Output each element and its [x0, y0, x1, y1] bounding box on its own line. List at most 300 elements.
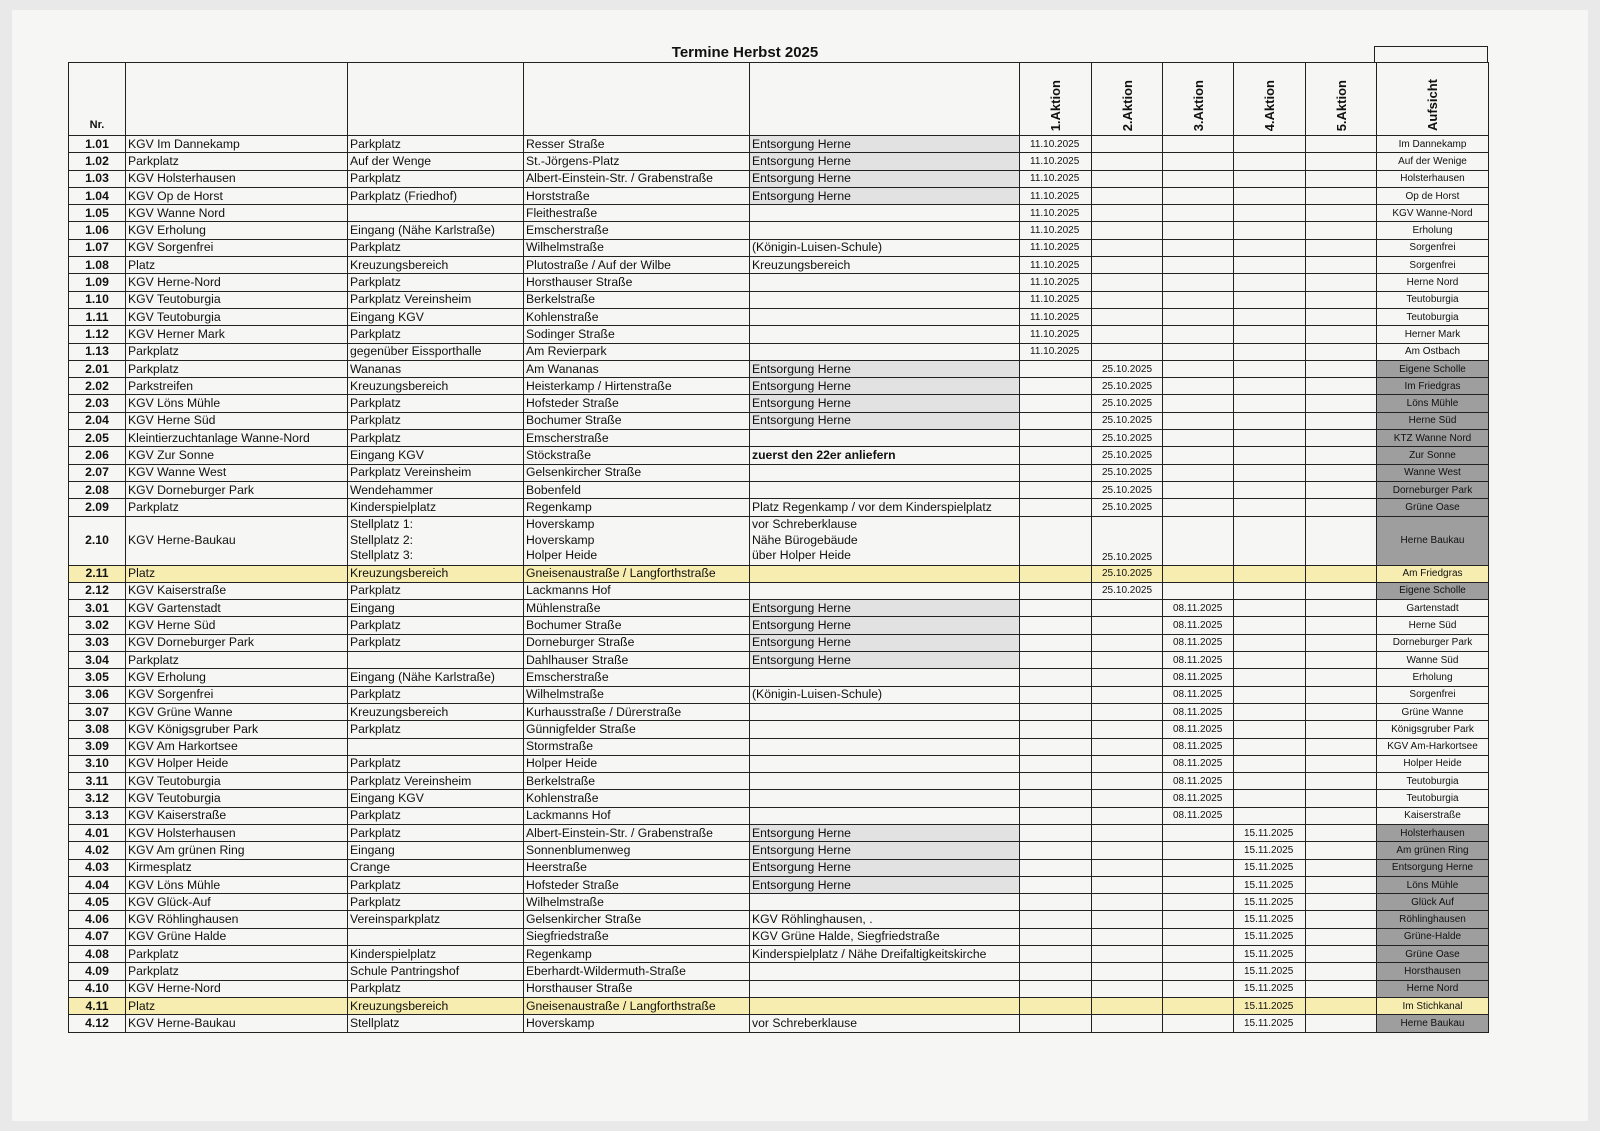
- cell-aktion-4: [1234, 790, 1306, 807]
- cell-strasse: Stöckstraße: [524, 447, 750, 464]
- cell-strasse: Siegfriedstraße: [524, 928, 750, 945]
- cell-hinweis: Entsorgung Herne: [750, 859, 1020, 876]
- cell-strasse: Plutostraße / Auf der Wilbe: [524, 257, 750, 274]
- cell-name: KGV Holsterhausen: [126, 824, 348, 841]
- cell-aktion-1: [1020, 634, 1092, 651]
- cell-ort: Stellplatz: [348, 1015, 524, 1032]
- cell-strasse: Albert-Einstein-Str. / Grabenstraße: [524, 170, 750, 187]
- cell-aktion-2: [1092, 928, 1163, 945]
- cell-strasse: Wilhelmstraße: [524, 686, 750, 703]
- cell-hinweis: Entsorgung Herne: [750, 412, 1020, 429]
- cell-nr: 3.08: [69, 721, 126, 738]
- cell-name: KGV Herne-Baukau: [126, 516, 348, 565]
- cell-nr: 1.06: [69, 222, 126, 239]
- cell-aktion-2: 25.10.2025: [1092, 378, 1163, 395]
- cell-aktion-2: [1092, 738, 1163, 755]
- cell-aktion-5: [1306, 170, 1377, 187]
- table-row: [69, 360, 1489, 377]
- cell-nr: 4.12: [69, 1015, 126, 1032]
- cell-aktion-5: [1306, 946, 1377, 963]
- cell-aktion-2: 25.10.2025: [1092, 395, 1163, 412]
- cell-aufsicht: Erholung: [1377, 222, 1489, 239]
- cell-aktion-5: [1306, 669, 1377, 686]
- cell-ort: Vereinsparkplatz: [348, 911, 524, 928]
- cell-aktion-1: [1020, 980, 1092, 997]
- cell-aktion-4: [1234, 274, 1306, 291]
- cell-strasse: Emscherstraße: [524, 669, 750, 686]
- cell-ort: Eingang (Nähe Karlstraße): [348, 222, 524, 239]
- cell-aktion-5: [1306, 773, 1377, 790]
- cell-aktion-1: [1020, 481, 1092, 498]
- cell-aktion-5: [1306, 499, 1377, 516]
- cell-ort: Eingang KGV: [348, 790, 524, 807]
- cell-ort: Kreuzungsbereich: [348, 257, 524, 274]
- cell-hinweis: [750, 669, 1020, 686]
- cell-aktion-2: [1092, 205, 1163, 222]
- cell-aktion-2: [1092, 859, 1163, 876]
- cell-hinweis: [750, 291, 1020, 308]
- cell-aktion-5: [1306, 911, 1377, 928]
- cell-aktion-3: [1163, 464, 1234, 481]
- cell-aktion-1: [1020, 738, 1092, 755]
- table-row: [69, 187, 1489, 204]
- table-row: [69, 911, 1489, 928]
- cell-aktion-3: [1163, 187, 1234, 204]
- cell-hinweis: Entsorgung Herne: [750, 360, 1020, 377]
- cell-ort: Parkplatz: [348, 980, 524, 997]
- cell-aktion-1: [1020, 963, 1092, 980]
- cell-aufsicht: Wanne West: [1377, 464, 1489, 481]
- cell-name: KGV Dorneburger Park: [126, 634, 348, 651]
- header-ort: [348, 63, 524, 136]
- table-row: [69, 600, 1489, 617]
- cell-aktion-3: [1163, 582, 1234, 599]
- cell-aktion-3: 08.11.2025: [1163, 755, 1234, 772]
- cell-hinweis-line: über Holper Heide: [752, 548, 851, 563]
- cell-aktion-4: 15.11.2025: [1234, 997, 1306, 1014]
- cell-name: Platz: [126, 565, 348, 582]
- cell-name: KGV Kaiserstraße: [126, 807, 348, 824]
- table-row: [69, 412, 1489, 429]
- cell-aktion-4: [1234, 343, 1306, 360]
- cell-name: Kirmesplatz: [126, 859, 348, 876]
- cell-aktion-3: 08.11.2025: [1163, 790, 1234, 807]
- table-row: [69, 136, 1489, 153]
- cell-aktion-2: [1092, 274, 1163, 291]
- cell-aktion-3: [1163, 980, 1234, 997]
- cell-aktion-4: [1234, 516, 1306, 565]
- table-row: [69, 447, 1489, 464]
- cell-hinweis: [750, 721, 1020, 738]
- cell-aktion-3: [1163, 326, 1234, 343]
- cell-aktion-1: [1020, 565, 1092, 582]
- cell-aktion-4: [1234, 205, 1306, 222]
- cell-hinweis: (Königin-Luisen-Schule): [750, 239, 1020, 256]
- cell-aktion-4: 15.11.2025: [1234, 928, 1306, 945]
- cell-aktion-3: [1163, 395, 1234, 412]
- cell-aktion-4: 15.11.2025: [1234, 911, 1306, 928]
- cell-strasse: Gelsenkircher Straße: [524, 464, 750, 481]
- cell-aktion-2: [1092, 755, 1163, 772]
- table-row: [69, 239, 1489, 256]
- cell-aktion-5: [1306, 222, 1377, 239]
- cell-aktion-3: [1163, 430, 1234, 447]
- cell-hinweis: Entsorgung Herne: [750, 136, 1020, 153]
- cell-ort: Schule Pantringshof: [348, 963, 524, 980]
- cell-aktion-2: [1092, 894, 1163, 911]
- cell-aufsicht: Op de Horst: [1377, 187, 1489, 204]
- cell-aktion-3: [1163, 565, 1234, 582]
- cell-aktion-4: [1234, 308, 1306, 325]
- cell-nr: 1.08: [69, 257, 126, 274]
- cell-aktion-1: [1020, 499, 1092, 516]
- table-row: [69, 755, 1489, 772]
- cell-aufsicht: Im Dannekamp: [1377, 136, 1489, 153]
- cell-ort-line: Stellplatz 3:: [350, 548, 414, 563]
- cell-aktion-3: [1163, 824, 1234, 841]
- table-row: [69, 980, 1489, 997]
- table-row: [69, 634, 1489, 651]
- cell-aktion-5: [1306, 686, 1377, 703]
- cell-aufsicht: Teutoburgia: [1377, 790, 1489, 807]
- cell-ort: Parkplatz: [348, 617, 524, 634]
- cell-strasse: Regenkamp: [524, 499, 750, 516]
- cell-ort: Parkplatz Vereinsheim: [348, 773, 524, 790]
- cell-aktion-2: [1092, 807, 1163, 824]
- cell-ort: Parkplatz (Friedhof): [348, 187, 524, 204]
- cell-aktion-2: [1092, 1015, 1163, 1032]
- table-row: [69, 308, 1489, 325]
- cell-hinweis: [750, 807, 1020, 824]
- cell-nr: 1.01: [69, 136, 126, 153]
- cell-aufsicht: Eigene Scholle: [1377, 360, 1489, 377]
- cell-aktion-4: [1234, 481, 1306, 498]
- cell-aktion-5: [1306, 997, 1377, 1014]
- cell-strasse: Albert-Einstein-Str. / Grabenstraße: [524, 824, 750, 841]
- page-title: Termine Herbst 2025: [671, 44, 819, 61]
- cell-aktion-5: [1306, 928, 1377, 945]
- header-aktion-1: 1.Aktion: [1020, 63, 1092, 136]
- table-row: [69, 928, 1489, 945]
- cell-strasse: Gelsenkircher Straße: [524, 911, 750, 928]
- cell-nr: 3.09: [69, 738, 126, 755]
- cell-aktion-3: [1163, 136, 1234, 153]
- table-row: [69, 395, 1489, 412]
- cell-aktion-1: 11.10.2025: [1020, 222, 1092, 239]
- cell-aufsicht: Dorneburger Park: [1377, 634, 1489, 651]
- cell-nr: 3.05: [69, 669, 126, 686]
- cell-ort: Kreuzungsbereich: [348, 565, 524, 582]
- cell-aktion-5: [1306, 721, 1377, 738]
- cell-aktion-2: [1092, 980, 1163, 997]
- table-row: [69, 170, 1489, 187]
- cell-aktion-3: [1163, 257, 1234, 274]
- cell-aktion-1: [1020, 464, 1092, 481]
- cell-name: KGV Sorgenfrei: [126, 239, 348, 256]
- cell-aktion-1: [1020, 360, 1092, 377]
- cell-aktion-4: [1234, 412, 1306, 429]
- cell-aktion-2: [1092, 257, 1163, 274]
- cell-nr: 1.13: [69, 343, 126, 360]
- cell-aktion-2: [1092, 721, 1163, 738]
- header-aktion-5: 5.Aktion: [1306, 63, 1377, 136]
- cell-ort: [348, 738, 524, 755]
- cell-aufsicht: Herner Mark: [1377, 326, 1489, 343]
- cell-ort: Parkplatz: [348, 430, 524, 447]
- cell-aktion-3: [1163, 239, 1234, 256]
- cell-aktion-2: [1092, 343, 1163, 360]
- cell-strasse: Dahlhauser Straße: [524, 652, 750, 669]
- cell-strasse: Kurhausstraße / Dürerstraße: [524, 703, 750, 720]
- cell-aufsicht: Am grünen Ring: [1377, 842, 1489, 859]
- cell-name: KGV Herne Süd: [126, 617, 348, 634]
- cell-aktion-5: [1306, 257, 1377, 274]
- cell-strasse: Kohlenstraße: [524, 308, 750, 325]
- cell-aufsicht: Gartenstadt: [1377, 600, 1489, 617]
- cell-nr: 2.01: [69, 360, 126, 377]
- cell-aufsicht: Herne Süd: [1377, 617, 1489, 634]
- cell-name: Platz: [126, 997, 348, 1014]
- cell-aufsicht: Holper Heide: [1377, 755, 1489, 772]
- cell-name: KGV Herne-Baukau: [126, 1015, 348, 1032]
- cell-ort: Parkplatz: [348, 582, 524, 599]
- cell-name: KGV Dorneburger Park: [126, 481, 348, 498]
- cell-aufsicht: Teutoburgia: [1377, 773, 1489, 790]
- table-row: [69, 499, 1489, 516]
- cell-hinweis: [750, 738, 1020, 755]
- cell-aktion-1: [1020, 721, 1092, 738]
- cell-aktion-1: [1020, 928, 1092, 945]
- cell-aufsicht: Eigene Scholle: [1377, 582, 1489, 599]
- cell-aktion-2: [1092, 842, 1163, 859]
- cell-strasse: Sonnenblumenweg: [524, 842, 750, 859]
- table-row: [69, 842, 1489, 859]
- table-row: [69, 652, 1489, 669]
- cell-aufsicht: Holsterhausen: [1377, 824, 1489, 841]
- cell-aktion-5: [1306, 842, 1377, 859]
- cell-aktion-1: [1020, 378, 1092, 395]
- cell-hinweis: Entsorgung Herne: [750, 187, 1020, 204]
- table-row: [69, 876, 1489, 893]
- cell-aktion-2: [1092, 773, 1163, 790]
- cell-nr: 3.11: [69, 773, 126, 790]
- table-row: [69, 565, 1489, 582]
- cell-aktion-4: [1234, 136, 1306, 153]
- cell-aufsicht: Herne Baukau: [1377, 1015, 1489, 1032]
- table-row: [69, 686, 1489, 703]
- cell-aktion-5: [1306, 617, 1377, 634]
- cell-aufsicht: KGV Wanne-Nord: [1377, 205, 1489, 222]
- cell-aktion-1: [1020, 703, 1092, 720]
- cell-strasse: Fleithestraße: [524, 205, 750, 222]
- table-row: [69, 703, 1489, 720]
- cell-aufsicht: Grüne-Halde: [1377, 928, 1489, 945]
- cell-hinweis: [750, 963, 1020, 980]
- cell-name: KGV Erholung: [126, 222, 348, 239]
- cell-aktion-4: [1234, 222, 1306, 239]
- cell-strasse: Bochumer Straße: [524, 412, 750, 429]
- cell-aktion-1: [1020, 824, 1092, 841]
- cell-aktion-5: [1306, 963, 1377, 980]
- cell-aktion-5: [1306, 634, 1377, 651]
- cell-aktion-2: [1092, 187, 1163, 204]
- cell-hinweis: [750, 755, 1020, 772]
- cell-aktion-3: [1163, 412, 1234, 429]
- cell-nr: 2.04: [69, 412, 126, 429]
- cell-nr: 4.10: [69, 980, 126, 997]
- cell-aktion-4: [1234, 499, 1306, 516]
- cell-aktion-4: 15.11.2025: [1234, 859, 1306, 876]
- table-row: [69, 582, 1489, 599]
- cell-nr: 3.03: [69, 634, 126, 651]
- cell-aufsicht: Röhlinghausen: [1377, 911, 1489, 928]
- cell-aktion-5: [1306, 205, 1377, 222]
- cell-strasse: Emscherstraße: [524, 430, 750, 447]
- cell-aktion-4: 15.11.2025: [1234, 842, 1306, 859]
- cell-aktion-5: [1306, 807, 1377, 824]
- cell-aktion-2: [1092, 617, 1163, 634]
- cell-aufsicht: Entsorgung Herne: [1377, 859, 1489, 876]
- cell-strasse: Gneisenaustraße / Langforthstraße: [524, 565, 750, 582]
- cell-aufsicht: Holsterhausen: [1377, 170, 1489, 187]
- cell-ort-line: Stellplatz 2:: [350, 532, 414, 547]
- cell-aktion-1: [1020, 516, 1092, 565]
- cell-aufsicht: Herne Nord: [1377, 980, 1489, 997]
- cell-aktion-4: [1234, 755, 1306, 772]
- cell-strasse: Lackmanns Hof: [524, 807, 750, 824]
- cell-ort: Eingang: [348, 600, 524, 617]
- cell-aufsicht: Herne Baukau: [1377, 516, 1489, 565]
- cell-nr: 3.07: [69, 703, 126, 720]
- cell-aktion-2: [1092, 876, 1163, 893]
- cell-aktion-3: 08.11.2025: [1163, 652, 1234, 669]
- cell-aktion-5: [1306, 395, 1377, 412]
- cell-aktion-4: [1234, 634, 1306, 651]
- cell-ort: Parkplatz: [348, 136, 524, 153]
- cell-aktion-1: [1020, 582, 1092, 599]
- cell-ort: Parkplatz: [348, 326, 524, 343]
- cell-name: KGV Zur Sonne: [126, 447, 348, 464]
- cell-strasse: Am Wananas: [524, 360, 750, 377]
- cell-hinweis: Entsorgung Herne: [750, 652, 1020, 669]
- cell-nr: 1.11: [69, 308, 126, 325]
- cell-aktion-1: [1020, 790, 1092, 807]
- cell-aktion-4: [1234, 773, 1306, 790]
- cell-aktion-4: 15.11.2025: [1234, 876, 1306, 893]
- cell-hinweis: (Königin-Luisen-Schule): [750, 686, 1020, 703]
- cell-aktion-1: 11.10.2025: [1020, 153, 1092, 170]
- cell-aktion-3: [1163, 876, 1234, 893]
- cell-ort: [348, 516, 524, 565]
- cell-ort: Parkplatz: [348, 807, 524, 824]
- cell-strasse: Eberhardt-Wildermuth-Straße: [524, 963, 750, 980]
- schedule-rows: [69, 136, 1489, 1033]
- cell-ort: Kreuzungsbereich: [348, 703, 524, 720]
- cell-aktion-2: [1092, 997, 1163, 1014]
- cell-aktion-4: [1234, 291, 1306, 308]
- table-row: [69, 738, 1489, 755]
- cell-ort: Parkplatz: [348, 274, 524, 291]
- cell-aktion-2: 25.10.2025: [1092, 412, 1163, 429]
- table-row: [69, 946, 1489, 963]
- table-row: [69, 894, 1489, 911]
- cell-aktion-5: [1306, 412, 1377, 429]
- cell-aktion-4: 15.11.2025: [1234, 963, 1306, 980]
- cell-ort: Kreuzungsbereich: [348, 378, 524, 395]
- cell-aktion-2: [1092, 291, 1163, 308]
- cell-ort: Parkplatz: [348, 395, 524, 412]
- cell-aktion-5: [1306, 600, 1377, 617]
- cell-aufsicht: Im Friedgras: [1377, 378, 1489, 395]
- cell-aufsicht: Herne Nord: [1377, 274, 1489, 291]
- header-hinweis: [750, 63, 1020, 136]
- cell-nr: 4.01: [69, 824, 126, 841]
- cell-aktion-5: [1306, 136, 1377, 153]
- cell-hinweis: [750, 790, 1020, 807]
- cell-aktion-4: [1234, 170, 1306, 187]
- cell-strasse: Sodinger Straße: [524, 326, 750, 343]
- cell-aktion-3: [1163, 499, 1234, 516]
- table-row: [69, 153, 1489, 170]
- cell-aktion-5: [1306, 894, 1377, 911]
- cell-aktion-1: 11.10.2025: [1020, 274, 1092, 291]
- cell-aufsicht: Zur Sonne: [1377, 447, 1489, 464]
- cell-hinweis: Entsorgung Herne: [750, 842, 1020, 859]
- cell-hinweis: [750, 582, 1020, 599]
- cell-nr: 2.11: [69, 565, 126, 582]
- cell-nr: 2.09: [69, 499, 126, 516]
- cell-ort: Kinderspielplatz: [348, 946, 524, 963]
- cell-ort-line: Stellplatz 1:: [350, 517, 414, 532]
- cell-ort: Parkplatz: [348, 876, 524, 893]
- cell-strasse: Heerstraße: [524, 859, 750, 876]
- header-aktion-4: 4.Aktion: [1234, 63, 1306, 136]
- cell-hinweis: vor Schreberklause: [750, 1015, 1020, 1032]
- cell-aufsicht: Grüne Wanne: [1377, 703, 1489, 720]
- header-nr: Nr.: [69, 63, 126, 136]
- cell-strasse: Horststraße: [524, 187, 750, 204]
- cell-aufsicht: Am Ostbach: [1377, 343, 1489, 360]
- cell-aktion-1: 11.10.2025: [1020, 205, 1092, 222]
- cell-aktion-2: [1092, 824, 1163, 841]
- cell-ort: Crange: [348, 859, 524, 876]
- cell-aktion-2: [1092, 686, 1163, 703]
- cell-strasse: Wilhelmstraße: [524, 239, 750, 256]
- cell-aktion-2: [1092, 963, 1163, 980]
- cell-aktion-5: [1306, 274, 1377, 291]
- cell-aktion-1: [1020, 395, 1092, 412]
- cell-aktion-4: [1234, 807, 1306, 824]
- cell-hinweis: [750, 326, 1020, 343]
- cell-aktion-5: [1306, 464, 1377, 481]
- cell-aktion-1: [1020, 946, 1092, 963]
- cell-aktion-4: [1234, 430, 1306, 447]
- cell-ort: Parkplatz: [348, 170, 524, 187]
- cell-hinweis: KGV Röhlinghausen, .: [750, 911, 1020, 928]
- cell-nr: 4.04: [69, 876, 126, 893]
- cell-hinweis: Kreuzungsbereich: [750, 257, 1020, 274]
- cell-hinweis: Entsorgung Herne: [750, 876, 1020, 893]
- cell-aktion-2: 25.10.2025: [1092, 430, 1163, 447]
- cell-aktion-1: 11.10.2025: [1020, 187, 1092, 204]
- cell-aktion-2: [1092, 239, 1163, 256]
- table-row: [69, 222, 1489, 239]
- cell-nr: 1.12: [69, 326, 126, 343]
- cell-ort: [348, 205, 524, 222]
- cell-aktion-4: [1234, 686, 1306, 703]
- cell-nr: 4.03: [69, 859, 126, 876]
- cell-aktion-5: [1306, 755, 1377, 772]
